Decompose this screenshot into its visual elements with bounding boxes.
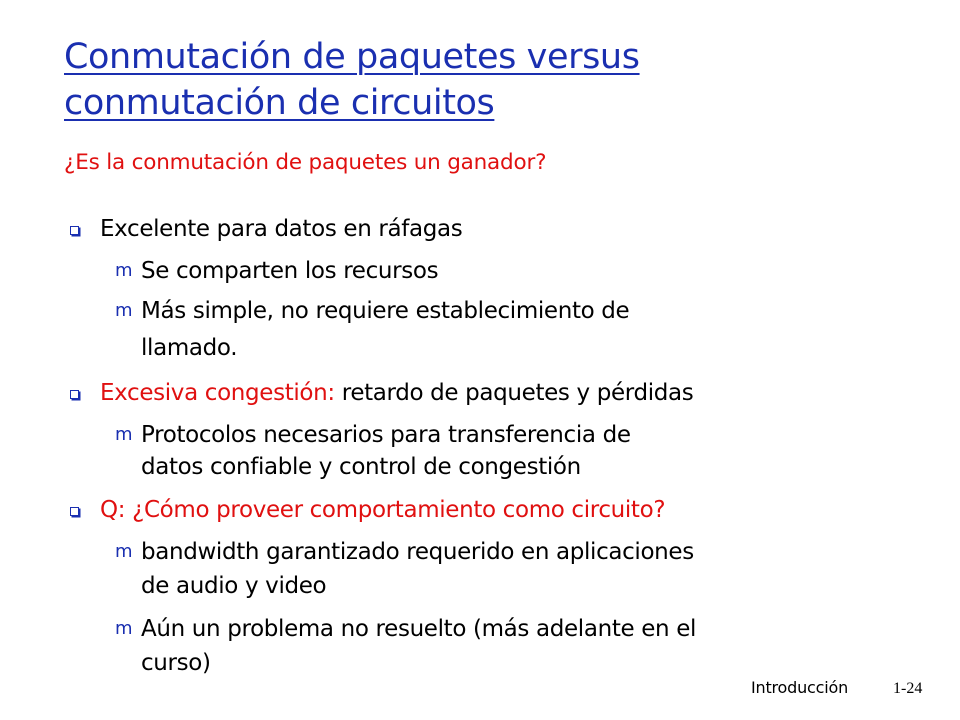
sub-bullet-text: de audio y video xyxy=(141,573,327,599)
sub-bullet-text: Aún un problema no resuelto (más adelante en el xyxy=(141,616,697,642)
bullet-text: retardo de paquetes y pérdidas xyxy=(334,380,694,406)
hollow-square-icon xyxy=(70,507,79,516)
bullet-text: Excelente para datos en ráfagas xyxy=(100,216,463,242)
sub-bullet-item xyxy=(115,296,630,326)
sub-bullet-continuation xyxy=(141,452,581,482)
sub-bullet-text: llamado. xyxy=(141,335,238,361)
page-number: 1-24 xyxy=(893,680,923,697)
sub-bullet-text: Protocolos necesarios para transferencia de xyxy=(141,422,631,448)
slide-subtitle: ¿Es la conmutación de paquetes un ganador? xyxy=(64,150,547,175)
hollow-square-icon xyxy=(70,226,79,235)
sub-bullet-text: bandwidth garantizado requerido en aplicaciones xyxy=(141,539,694,565)
sub-bullet-text: curso) xyxy=(141,650,211,676)
m-bullet-icon: m xyxy=(115,541,133,562)
sub-bullet-continuation xyxy=(141,648,211,678)
bullet-highlight: Excesiva congestión: xyxy=(100,380,335,406)
m-bullet-icon: m xyxy=(115,424,133,445)
sub-bullet-item xyxy=(115,420,631,450)
sub-bullet-text: Se comparten los recursos xyxy=(141,258,439,284)
sub-bullet-item xyxy=(115,614,697,644)
bullet-item xyxy=(100,214,462,244)
bullet-highlight: Q: ¿Cómo proveer comportamiento como circuito? xyxy=(100,497,666,523)
sub-bullet-text: datos confiable y control de congestión xyxy=(141,454,581,480)
hollow-square-icon xyxy=(70,390,79,399)
m-bullet-icon: m xyxy=(115,300,133,321)
bullet-item xyxy=(100,495,665,525)
m-bullet-icon: m xyxy=(115,618,133,639)
sub-bullet-item xyxy=(115,256,439,286)
sub-bullet-continuation xyxy=(141,333,237,363)
title-line-1: Conmutación de paquetes versus xyxy=(64,37,640,77)
m-bullet-icon: m xyxy=(115,260,133,281)
bullet-item xyxy=(100,378,693,408)
title-line-2: conmutación de circuitos xyxy=(64,83,495,123)
sub-bullet-continuation xyxy=(141,571,326,601)
sub-bullet-text: Más simple, no requiere establecimiento de xyxy=(141,298,630,324)
sub-bullet-item xyxy=(115,537,694,567)
footer-section-label: Introducción xyxy=(751,678,849,697)
